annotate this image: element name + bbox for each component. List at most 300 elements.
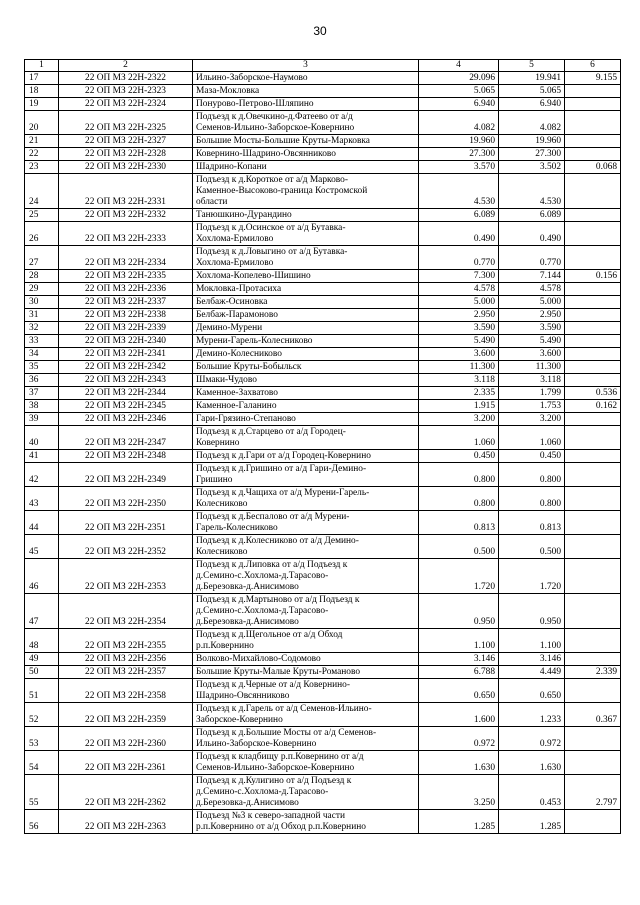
length-col5-cell: 6.089 <box>499 209 565 222</box>
road-name-line: д.Семино-с.Хохлома-д.Тарасово- <box>196 787 329 797</box>
road-name-cell <box>193 487 419 511</box>
length-col5-cell: 5.065 <box>499 85 565 98</box>
road-name-cell <box>193 148 419 161</box>
row-number-cell: 29 <box>25 283 59 296</box>
length-col5-cell: 0.450 <box>499 450 565 463</box>
length-col6-cell: 0.068 <box>565 161 621 174</box>
row-number-cell: 18 <box>25 85 59 98</box>
road-name-cell <box>193 296 419 309</box>
length-col6-cell: 0.367 <box>565 703 621 727</box>
length-col6-cell <box>565 135 621 148</box>
row-number-cell: 32 <box>25 322 59 335</box>
road-name-cell <box>193 535 419 559</box>
length-total-cell: 0.770 <box>419 246 499 270</box>
length-col5-cell: 6.940 <box>499 98 565 111</box>
road-name-line: Подъезд к д.Липовка от а/д Подъезд к <box>196 560 348 570</box>
table-row <box>25 361 621 374</box>
row-number-cell: 36 <box>25 374 59 387</box>
road-code-cell: 22 ОП МЗ 22Н-2325 <box>59 111 193 135</box>
road-name-cell <box>193 374 419 387</box>
road-code-cell: 22 ОП МЗ 22Н-2334 <box>59 246 193 270</box>
length-col5-cell: 1.799 <box>499 387 565 400</box>
road-code-cell: 22 ОП МЗ 22Н-2355 <box>59 629 193 653</box>
row-number-cell: 20 <box>25 111 59 135</box>
road-name-cell <box>193 98 419 111</box>
length-total-cell: 1.285 <box>419 810 499 834</box>
road-name-line: Маза-Мокловка <box>196 86 260 96</box>
road-name-cell <box>193 703 419 727</box>
row-number-cell: 49 <box>25 653 59 666</box>
table-row <box>25 629 621 653</box>
length-col6-cell <box>565 361 621 374</box>
length-col5-cell: 0.500 <box>499 535 565 559</box>
length-total-cell: 6.788 <box>419 666 499 679</box>
length-col5-cell: 5.000 <box>499 296 565 309</box>
road-code-cell: 22 ОП МЗ 22Н-2348 <box>59 450 193 463</box>
road-name-line: Подъезд к д.Гари от а/д Городец-Ковернино <box>196 451 371 461</box>
road-name-line: р.п.Ковернино от а/д Обход р.п.Ковернино <box>196 822 366 832</box>
table-row <box>25 174 621 209</box>
road-code-cell: 22 ОП МЗ 22Н-2337 <box>59 296 193 309</box>
length-col5-cell: 0.650 <box>499 679 565 703</box>
row-number-cell: 52 <box>25 703 59 727</box>
row-number-cell: 40 <box>25 426 59 450</box>
table-row <box>25 387 621 400</box>
road-code-cell: 22 ОП МЗ 22Н-2359 <box>59 703 193 727</box>
length-col6-cell: 2.797 <box>565 775 621 810</box>
length-total-cell: 29.096 <box>419 72 499 85</box>
road-name-line: Каменное-Захватово <box>196 388 278 398</box>
table-row <box>25 72 621 85</box>
length-total-cell: 5.065 <box>419 85 499 98</box>
row-number-cell: 41 <box>25 450 59 463</box>
length-col5-cell: 3.200 <box>499 413 565 426</box>
table-header-row <box>25 60 621 72</box>
road-code-cell: 22 ОП МЗ 22Н-2327 <box>59 135 193 148</box>
road-name-cell <box>193 400 419 413</box>
road-name-line: Подъезд к д.Овечкино-д.Фатеево от а/д <box>196 112 353 122</box>
length-col5-cell: 3.146 <box>499 653 565 666</box>
length-col5-cell: 19.960 <box>499 135 565 148</box>
table-row <box>25 810 621 834</box>
road-name-line: Подъезд №3 к северо-западной части <box>196 811 345 821</box>
length-col6-cell <box>565 413 621 426</box>
length-col5-cell: 1.753 <box>499 400 565 413</box>
length-total-cell: 3.146 <box>419 653 499 666</box>
length-total-cell: 0.500 <box>419 535 499 559</box>
road-name-line: Подъезд к д.Чащиха от а/д Мурени-Гарель- <box>196 488 370 498</box>
length-total-cell: 3.250 <box>419 775 499 810</box>
length-col5-cell: 4.530 <box>499 174 565 209</box>
road-code-cell: 22 ОП МЗ 22Н-2336 <box>59 283 193 296</box>
road-name-line: Гарель-Колесниково <box>196 523 278 533</box>
road-code-cell: 22 ОП МЗ 22Н-2323 <box>59 85 193 98</box>
road-code-cell: 22 ОП МЗ 22Н-2342 <box>59 361 193 374</box>
road-name-line: Мокловка-Протасиха <box>196 284 282 294</box>
length-col5-cell: 4.082 <box>499 111 565 135</box>
length-col6-cell <box>565 629 621 653</box>
road-name-cell <box>193 810 419 834</box>
length-total-cell: 5.000 <box>419 296 499 309</box>
road-name-cell <box>193 335 419 348</box>
road-name-line: Хохлома-Копелево-Шишино <box>196 271 311 281</box>
road-name-line: Каменное-Высоково-граница Костромской <box>196 186 368 196</box>
length-col5-cell: 2.950 <box>499 309 565 322</box>
length-col5-cell: 0.972 <box>499 727 565 751</box>
length-total-cell: 1.720 <box>419 559 499 594</box>
road-name-line: Ковернино <box>196 438 240 448</box>
road-code-cell: 22 ОП МЗ 22Н-2343 <box>59 374 193 387</box>
length-col5-cell: 4.449 <box>499 666 565 679</box>
length-col6-cell <box>565 653 621 666</box>
length-total-cell: 11.300 <box>419 361 499 374</box>
length-total-cell: 4.578 <box>419 283 499 296</box>
length-col6-cell <box>565 727 621 751</box>
road-code-cell: 22 ОП МЗ 22Н-2361 <box>59 751 193 775</box>
road-name-line: д.Березовка-д.Анисимово <box>196 617 299 627</box>
length-col6-cell <box>565 246 621 270</box>
road-code-cell: 22 ОП МЗ 22Н-2362 <box>59 775 193 810</box>
road-name-line: Демино-Мурени <box>196 323 263 333</box>
table-row <box>25 374 621 387</box>
row-number-cell: 45 <box>25 535 59 559</box>
road-name-line: Подъезд к д.Короткое от а/д Марково- <box>196 175 348 185</box>
length-col6-cell <box>565 348 621 361</box>
length-total-cell: 0.950 <box>419 594 499 629</box>
length-col6-cell <box>565 148 621 161</box>
length-col5-cell: 7.144 <box>499 270 565 283</box>
road-name-cell <box>193 270 419 283</box>
column-header: 4 <box>419 60 499 72</box>
table-row <box>25 161 621 174</box>
road-name-line: Семенов-Ильино-Заборское-Ковернино <box>196 763 355 773</box>
length-total-cell: 4.082 <box>419 111 499 135</box>
length-total-cell: 1.600 <box>419 703 499 727</box>
road-name-line: Шадрино-Овсянниково <box>196 691 290 701</box>
road-name-cell <box>193 426 419 450</box>
table-row <box>25 594 621 629</box>
length-col6-cell <box>565 679 621 703</box>
road-name-cell <box>193 666 419 679</box>
length-total-cell: 3.590 <box>419 322 499 335</box>
row-number-cell: 28 <box>25 270 59 283</box>
road-name-line: Шмаки-Чудово <box>196 375 257 385</box>
length-col5-cell: 0.950 <box>499 594 565 629</box>
length-col5-cell: 1.285 <box>499 810 565 834</box>
table-row <box>25 98 621 111</box>
road-name-cell <box>193 594 419 629</box>
length-total-cell: 19.960 <box>419 135 499 148</box>
length-col6-cell <box>565 559 621 594</box>
road-name-line: Танюшкино-Дурандино <box>196 210 292 220</box>
row-number-cell: 21 <box>25 135 59 148</box>
road-name-line: д.Семино-с.Хохлома-д.Тарасово- <box>196 606 329 616</box>
table-row <box>25 296 621 309</box>
road-name-cell <box>193 413 419 426</box>
length-col6-cell: 0.162 <box>565 400 621 413</box>
page-number: 30 <box>313 24 327 38</box>
road-code-cell: 22 ОП МЗ 22Н-2363 <box>59 810 193 834</box>
road-name-line: Ковернино-Шадрино-Овсянниково <box>196 149 336 159</box>
length-total-cell: 0.450 <box>419 450 499 463</box>
road-code-cell: 22 ОП МЗ 22Н-2338 <box>59 309 193 322</box>
table-row <box>25 348 621 361</box>
road-code-cell: 22 ОП МЗ 22Н-2351 <box>59 511 193 535</box>
column-header: 2 <box>59 60 193 72</box>
length-col6-cell: 0.156 <box>565 270 621 283</box>
road-name-line: Большие Круты-Малые Круты-Романово <box>196 667 361 677</box>
road-code-cell: 22 ОП МЗ 22Н-2341 <box>59 348 193 361</box>
length-total-cell: 2.950 <box>419 309 499 322</box>
length-col6-cell: 2.339 <box>565 666 621 679</box>
road-name-cell <box>193 361 419 374</box>
road-code-cell: 22 ОП МЗ 22Н-2331 <box>59 174 193 209</box>
road-name-line: Белбаж-Парамоново <box>196 310 278 320</box>
road-name-cell <box>193 463 419 487</box>
road-code-cell: 22 ОП МЗ 22Н-2352 <box>59 535 193 559</box>
road-name-line: Понурово-Петрово-Шляпино <box>196 99 314 109</box>
road-code-cell: 22 ОП МЗ 22Н-2354 <box>59 594 193 629</box>
road-name-line: Гари-Грязино-Степаново <box>196 414 296 424</box>
road-name-cell <box>193 348 419 361</box>
length-col6-cell <box>565 810 621 834</box>
row-number-cell: 24 <box>25 174 59 209</box>
road-name-line: Хохлома-Ермилово <box>196 234 274 244</box>
road-name-cell <box>193 629 419 653</box>
row-number-cell: 31 <box>25 309 59 322</box>
table-row <box>25 751 621 775</box>
road-code-cell: 22 ОП МЗ 22Н-2332 <box>59 209 193 222</box>
road-name-cell <box>193 450 419 463</box>
length-col5-cell: 3.118 <box>499 374 565 387</box>
road-name-line: Заборское-Ковернино <box>196 715 283 725</box>
table-row <box>25 270 621 283</box>
row-number-cell: 22 <box>25 148 59 161</box>
row-number-cell: 48 <box>25 629 59 653</box>
table-row <box>25 246 621 270</box>
table-row <box>25 775 621 810</box>
length-total-cell: 0.650 <box>419 679 499 703</box>
length-col6-cell <box>565 85 621 98</box>
row-number-cell: 30 <box>25 296 59 309</box>
length-total-cell: 27.300 <box>419 148 499 161</box>
row-number-cell: 42 <box>25 463 59 487</box>
table-row <box>25 135 621 148</box>
road-code-cell: 22 ОП МЗ 22Н-2330 <box>59 161 193 174</box>
road-name-line: Семенов-Ильино-Заборское-Ковернино <box>196 123 355 133</box>
row-number-cell: 54 <box>25 751 59 775</box>
road-code-cell: 22 ОП МЗ 22Н-2346 <box>59 413 193 426</box>
table-row <box>25 450 621 463</box>
length-col5-cell: 27.300 <box>499 148 565 161</box>
road-name-cell <box>193 751 419 775</box>
row-number-cell: 51 <box>25 679 59 703</box>
length-col5-cell: 0.453 <box>499 775 565 810</box>
length-total-cell: 0.800 <box>419 463 499 487</box>
road-name-line: Подъезд к д.Черные от а/д Ковернино- <box>196 680 350 690</box>
road-name-cell <box>193 727 419 751</box>
length-col6-cell <box>565 335 621 348</box>
length-total-cell: 3.570 <box>419 161 499 174</box>
row-number-cell: 43 <box>25 487 59 511</box>
road-code-cell: 22 ОП МЗ 22Н-2350 <box>59 487 193 511</box>
road-name-line: Белбаж-Осиновка <box>196 297 268 307</box>
length-col5-cell: 4.578 <box>499 283 565 296</box>
road-name-cell <box>193 322 419 335</box>
road-name-line: Подъезд к д.Ловыгино от а/д Бутавка- <box>196 247 348 257</box>
length-total-cell: 7.300 <box>419 270 499 283</box>
road-name-line: р.п.Ковернино <box>196 641 254 651</box>
road-name-cell <box>193 85 419 98</box>
road-code-cell: 22 ОП МЗ 22Н-2335 <box>59 270 193 283</box>
road-name-cell <box>193 135 419 148</box>
table-row <box>25 283 621 296</box>
row-number-cell: 34 <box>25 348 59 361</box>
road-name-line: Подъезд к д.Осинское от а/д Бутавка- <box>196 223 346 233</box>
row-number-cell: 35 <box>25 361 59 374</box>
length-total-cell: 1.630 <box>419 751 499 775</box>
road-name-cell <box>193 72 419 85</box>
length-col6-cell <box>565 209 621 222</box>
table-row <box>25 148 621 161</box>
road-code-cell: 22 ОП МЗ 22Н-2357 <box>59 666 193 679</box>
road-code-cell: 22 ОП МЗ 22Н-2333 <box>59 222 193 246</box>
length-total-cell: 0.972 <box>419 727 499 751</box>
row-number-cell: 26 <box>25 222 59 246</box>
road-name-line: Хохлома-Ермилово <box>196 258 274 268</box>
length-col5-cell: 5.490 <box>499 335 565 348</box>
table-row <box>25 559 621 594</box>
road-name-cell <box>193 246 419 270</box>
road-name-line: Подъезд к кладбищу р.п.Ковернино от а/д <box>196 752 364 762</box>
road-name-cell <box>193 679 419 703</box>
length-col6-cell <box>565 98 621 111</box>
table-row <box>25 679 621 703</box>
road-name-line: Подъезд к д.Гришино от а/д Гари-Демино- <box>196 464 367 474</box>
table-row <box>25 222 621 246</box>
table-row <box>25 335 621 348</box>
road-code-cell: 22 ОП МЗ 22Н-2339 <box>59 322 193 335</box>
length-col6-cell <box>565 450 621 463</box>
row-number-cell: 37 <box>25 387 59 400</box>
road-name-cell <box>193 775 419 810</box>
length-col6-cell: 9.155 <box>565 72 621 85</box>
length-col5-cell: 3.502 <box>499 161 565 174</box>
table-row <box>25 322 621 335</box>
table-row <box>25 85 621 98</box>
road-name-cell <box>193 209 419 222</box>
length-col6-cell <box>565 283 621 296</box>
row-number-cell: 25 <box>25 209 59 222</box>
road-code-cell: 22 ОП МЗ 22Н-2349 <box>59 463 193 487</box>
road-name-line: Большие Мосты-Большие Круты-Марковка <box>196 136 370 146</box>
length-col6-cell <box>565 322 621 335</box>
length-col6-cell <box>565 111 621 135</box>
length-total-cell: 0.490 <box>419 222 499 246</box>
road-code-cell: 22 ОП МЗ 22Н-2356 <box>59 653 193 666</box>
length-col5-cell: 1.060 <box>499 426 565 450</box>
road-name-line: д.Семино-с.Хохлома-д.Тарасово- <box>196 571 329 581</box>
road-name-line: Большие Круты-Бобыльск <box>196 362 302 372</box>
road-code-cell: 22 ОП МЗ 22Н-2358 <box>59 679 193 703</box>
road-code-cell: 22 ОП МЗ 22Н-2324 <box>59 98 193 111</box>
length-col5-cell: 0.800 <box>499 487 565 511</box>
road-name-line: Демино-Колесниково <box>196 349 282 359</box>
table-row <box>25 487 621 511</box>
length-col6-cell <box>565 222 621 246</box>
row-number-cell: 46 <box>25 559 59 594</box>
length-total-cell: 3.600 <box>419 348 499 361</box>
length-col5-cell: 3.600 <box>499 348 565 361</box>
road-name-line: Волково-Михайлово-Содомово <box>196 654 321 664</box>
column-header: 1 <box>25 60 59 72</box>
length-col6-cell <box>565 511 621 535</box>
road-name-line: Подъезд к д.Колесниково от а/д Демино- <box>196 536 359 546</box>
length-total-cell: 0.813 <box>419 511 499 535</box>
table-row <box>25 653 621 666</box>
table-row <box>25 666 621 679</box>
length-col5-cell: 1.233 <box>499 703 565 727</box>
length-col6-cell <box>565 594 621 629</box>
column-header: 6 <box>565 60 621 72</box>
length-col5-cell: 11.300 <box>499 361 565 374</box>
length-total-cell: 6.940 <box>419 98 499 111</box>
road-name-cell <box>193 309 419 322</box>
road-code-cell: 22 ОП МЗ 22Н-2353 <box>59 559 193 594</box>
table-row <box>25 400 621 413</box>
road-name-line: Подъезд к д.Беспалово от а/д Мурени- <box>196 512 350 522</box>
row-number-cell: 56 <box>25 810 59 834</box>
row-number-cell: 23 <box>25 161 59 174</box>
length-col5-cell: 1.100 <box>499 629 565 653</box>
road-name-cell <box>193 511 419 535</box>
length-col6-cell <box>565 296 621 309</box>
road-name-line: Колесниково <box>196 547 248 557</box>
road-name-line: Подъезд к д.Мартыново от а/д Подъезд к <box>196 595 360 605</box>
length-col6-cell <box>565 174 621 209</box>
road-code-cell: 22 ОП МЗ 22Н-2344 <box>59 387 193 400</box>
road-code-cell: 22 ОП МЗ 22Н-2345 <box>59 400 193 413</box>
road-name-line: Подъезд к д.Кулигино от а/д Подъезд к <box>196 776 352 786</box>
length-total-cell: 0.800 <box>419 487 499 511</box>
length-col5-cell: 0.490 <box>499 222 565 246</box>
length-col6-cell <box>565 463 621 487</box>
length-col6-cell <box>565 487 621 511</box>
length-col5-cell: 1.720 <box>499 559 565 594</box>
road-name-cell <box>193 653 419 666</box>
length-total-cell: 3.118 <box>419 374 499 387</box>
road-name-line: Подъезд к д.Гарель от а/д Семенов-Ильино- <box>196 704 372 714</box>
row-number-cell: 44 <box>25 511 59 535</box>
road-code-cell: 22 ОП МЗ 22Н-2328 <box>59 148 193 161</box>
length-total-cell: 1.915 <box>419 400 499 413</box>
table-row <box>25 511 621 535</box>
road-code-cell: 22 ОП МЗ 22Н-2322 <box>59 72 193 85</box>
length-total-cell: 3.200 <box>419 413 499 426</box>
table-row <box>25 309 621 322</box>
length-col5-cell: 19.941 <box>499 72 565 85</box>
length-col5-cell: 3.590 <box>499 322 565 335</box>
table-row <box>25 426 621 450</box>
road-name-cell <box>193 222 419 246</box>
length-col6-cell <box>565 426 621 450</box>
road-name-line: Каменное-Галанино <box>196 401 277 411</box>
road-name-line: Шадрино-Копани <box>196 162 267 172</box>
column-header: 3 <box>193 60 419 72</box>
road-name-line: д.Березовка-д.Анисимово <box>196 582 299 592</box>
road-name-line: Подъезд к д.Щегольное от а/д Обход <box>196 630 343 640</box>
road-name-cell <box>193 559 419 594</box>
